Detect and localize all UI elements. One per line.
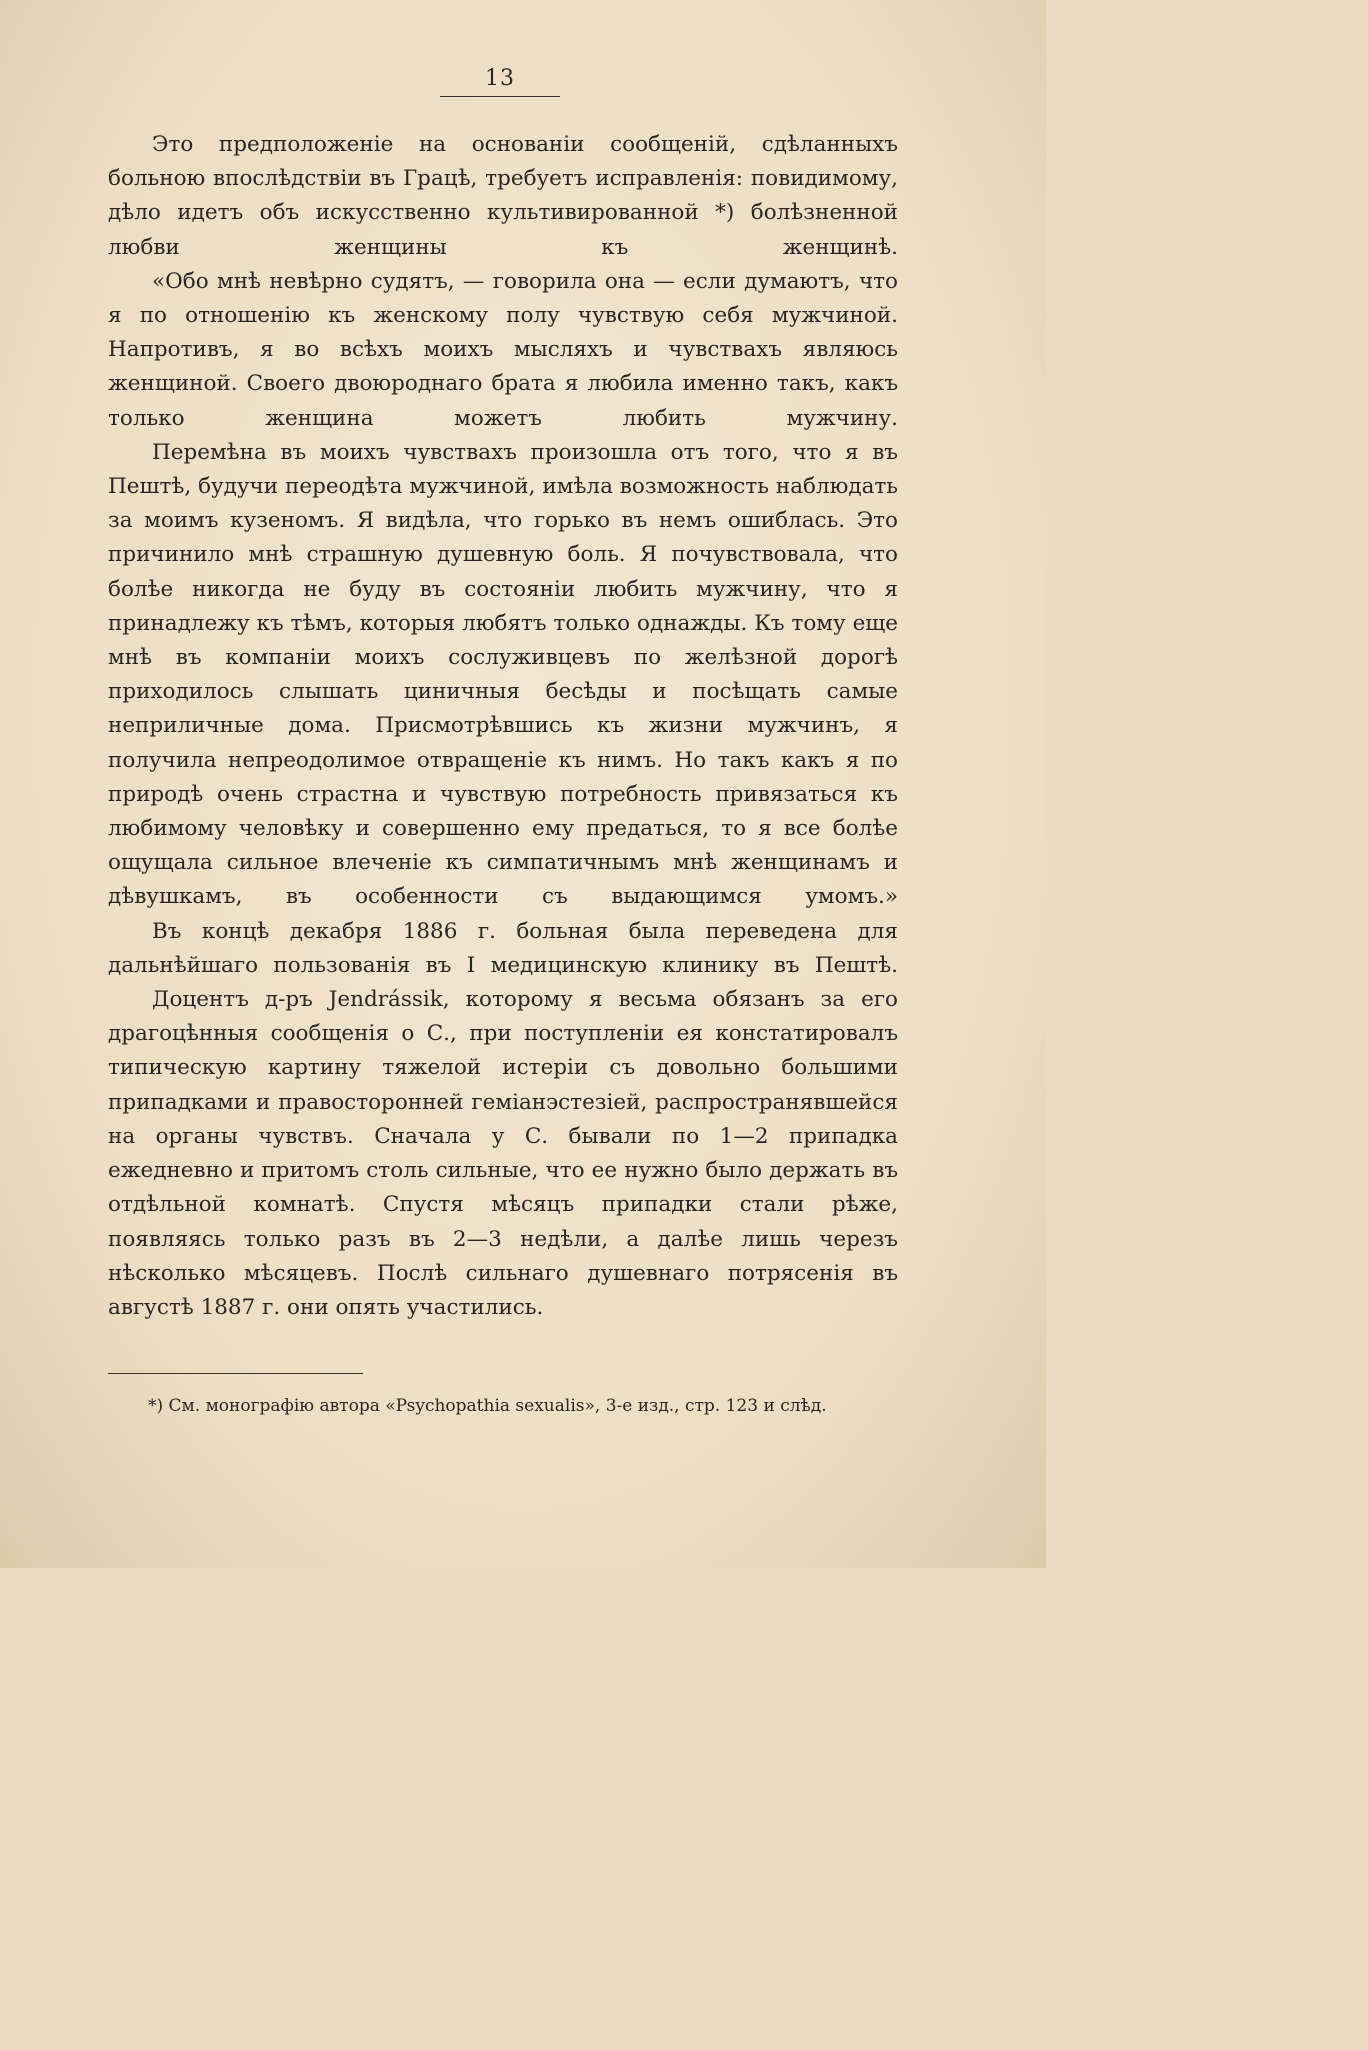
page-number: 13 [485, 66, 515, 91]
paragraph: Въ концѣ декабря 1886 г. больная была переведена для дальнѣйшаго пользованія въ I медицинскую клинику въ Пештѣ. [108, 918, 898, 978]
paragraph: Доцентъ д-ръ Jendrássik, которому я весьма обязанъ за его драгоцѣнныя сообщенія о С., при поступленіи ея констатировалъ типическую картину тяжелой истеріи съ довольно большими припадками и правосторонней геміанэстезіей, распространявшейся на органы чувствъ. Сначала у С. бывали по 1—2 припадка ежедневно и притомъ столь сильные, что ее нужно было держать въ отдѣльной комнатѣ. Спустя мѣсяцъ припадки стали рѣже, появляясь только разъ въ 2—3 недѣли, а далѣе лишь черезъ нѣсколько мѣсяцевъ. Послѣ сильнаго душевнаго потрясенія въ августѣ 1887 г. они опять участились. [108, 987, 898, 1320]
paragraph: Перемѣна въ моихъ чувствахъ произошла отъ того, что я въ Пештѣ, будучи переодѣта мужчиной, имѣла возможность наблюдать за моимъ кузеномъ. Я видѣла, что горько въ немъ ошиблась. Это причинило мнѣ страшную душевную боль. Я почувствовала, что болѣе никогда не буду въ состояніи любить мужчину, что я принадлежу къ тѣмъ, которыя любятъ только однажды. Къ тому еще мнѣ въ компаніи моихъ сослуживцевъ по желѣзной дорогѣ приходилось слышать циничныя бесѣды и посѣщать самые неприличные дома. Присмотрѣвшись къ жизни мужчинъ, я получила непреодолимое отвращеніе къ нимъ. Но такъ какъ я по природѣ очень страстна и чувствую потребность привязаться къ любимому человѣку и совершенно ему предаться, то я все болѣе ощущала сильное влеченіе къ симпатичнымъ мнѣ женщинамъ и дѣвушкамъ, въ особенности съ выдающимся умомъ.» [108, 439, 898, 910]
paragraph: Это предположеніе на основаніи сообщеній, сдѣланныхъ больною впослѣдствіи въ Грацѣ, требуетъ исправленія: повидимому, дѣло идетъ объ искусственно культивированной *) болѣзненной любви женщины къ женщинѣ. [108, 132, 898, 260]
footnote: *) См. монографію автора «Psychopathia sexualis», 3-е изд., стр. 123 и слѣд. [148, 1396, 827, 1416]
header-rule [440, 96, 560, 97]
footnote-rule [108, 1373, 363, 1374]
paragraph: «Обо мнѣ невѣрно судятъ, — говорила она — если думаютъ, что я по отношенію къ женскому полу чувствую себя мужчиной. Напротивъ, я во всѣхъ моихъ мысляхъ и чувствахъ являюсь женщиной. Своего двоюроднаго брата я любила именно такъ, какъ только женщина можетъ любить мужчину. [108, 268, 898, 431]
body-text [108, 128, 898, 1325]
